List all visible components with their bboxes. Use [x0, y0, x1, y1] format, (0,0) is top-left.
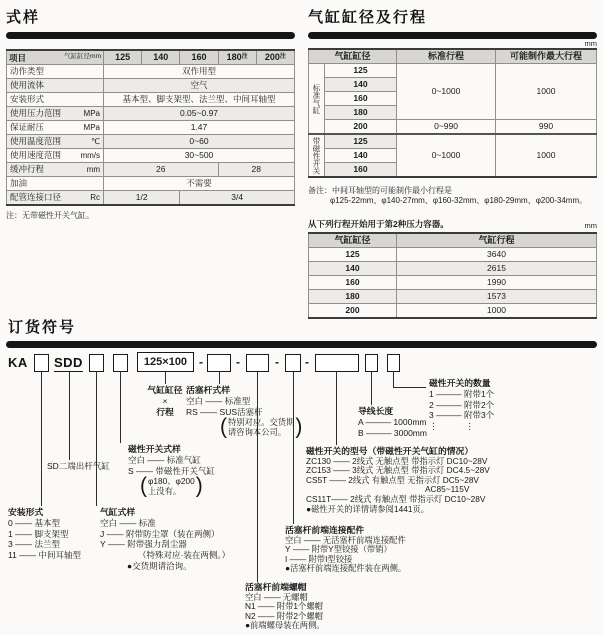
col-note: 注	[241, 54, 248, 60]
paren-open: (	[140, 473, 147, 498]
leader-line	[41, 371, 42, 506]
order-block-cyl-style: 气缸式样 空白 —— 标准 J —— 附带防尘罩（装在两侧） Y —— 附带强力刮尘器 （特殊对应·装在两侧。） ●交货期请洽询。	[100, 507, 231, 571]
spec-row-lube: 加油 不需要	[7, 177, 295, 191]
group-standard-label: 标准气缸	[309, 64, 325, 135]
code-dash: -	[236, 355, 240, 369]
group-switch-label: 带磁性开关	[309, 134, 325, 177]
pressure-unit-label: mm	[584, 221, 597, 230]
paren-open: (	[220, 414, 227, 439]
spec-section	[6, 6, 295, 221]
code-box-lead-length	[365, 354, 378, 372]
order-block-switch-style: 磁性开关式样 空白 —— 标准气缸 S —— 带磁性开关气缸 ( φ180、φ200 上没有。 )	[128, 444, 215, 498]
code-prefix: KA	[8, 355, 28, 370]
code-box-mounting	[34, 354, 49, 372]
spec-row-cushion: 缓冲行程 mm 26 28	[7, 163, 295, 177]
leader-line	[371, 371, 372, 405]
spec-row-action: 动作类型 双作用型	[7, 65, 295, 79]
col-125: 125	[104, 50, 142, 65]
pressure-table	[308, 232, 597, 319]
corner-bore-label: 气缸缸径mm	[64, 53, 101, 60]
stroke-heading: 气缸缸径及行程	[308, 9, 428, 26]
pressure-header-row: 气缸缸径 气缸行程	[309, 233, 597, 248]
leader-line	[219, 371, 220, 384]
order-block-switch-qty: 磁性开关的数量 1 ——— 附带1个 2 ——— 附带2个 3 ——— 附带3个 ⋮ ⋮	[429, 378, 495, 432]
leader-line	[120, 371, 121, 443]
order-heading-wrap	[8, 316, 76, 337]
spec-corner-cell	[7, 50, 104, 65]
leader-line	[393, 387, 426, 388]
spec-row-fluid: 使用流体 空气	[7, 79, 295, 93]
leader-line	[69, 371, 70, 460]
pressure-title-row	[308, 218, 597, 230]
order-block-rod-nut: 活塞杆前端螺帽 空白 —— 无螺帽 N1 —— 附带1个螺帽 N2 —— 附带2个螺帽 ●前端螺母装在两侧。	[245, 582, 325, 631]
stroke-row: 180	[309, 106, 597, 120]
code-dash: -	[275, 355, 279, 369]
code-box-switch-style	[113, 354, 128, 372]
code-box-switch-model	[315, 354, 359, 372]
stroke-remark: 备注：中间耳轴型的可能制作最小行程是 φ125-22mm、φ140-27mm、φ160-32mm、φ180-29mm、φ200-34mm。	[308, 186, 588, 205]
pressure-row: 180 1573	[309, 290, 597, 304]
leader-line	[165, 371, 166, 384]
stroke-row: 140	[309, 78, 597, 92]
stroke-row: 140	[309, 149, 597, 163]
pressure-row: 125 3640	[309, 248, 597, 262]
spec-row-speed: 使用速度范围 mm/s 30~500	[7, 149, 295, 163]
spec-row-temp: 使用温度范围 ℃ 0~60	[7, 135, 295, 149]
pressure-row: 140 2615	[309, 262, 597, 276]
spec-row-proof: 保证耐压 MPa 1.47	[7, 121, 295, 135]
pressure-title: 从下列行程开始用于第2种压力容器。	[308, 219, 449, 229]
code-box-rod-nut	[246, 354, 269, 372]
stroke-row: 带磁性开关 125 0~1000 1000	[309, 134, 597, 149]
order-block-switch-model: 磁性开关的型号（带磁性开关气缸的情况） ZC130 —— 2线式 无触点型 带指示灯 DC10~28V ZC153 —— 3线式 无触点型 带指示灯 DC4.5~28V CS5T —— 2线式 有触点型 无指示灯 DC5~28V AC85~115V CS11T—— 2线式 有触点型 带指示灯 DC10~28V ●磁性开关的详情请参阅1441页。	[306, 446, 490, 514]
order-block-lead-length: 导线长度 A ——— 1000mm B ——— 3000mm	[358, 406, 427, 438]
order-block-mounting: 安装形式 0 —— 基本型 1 —— 脚支架型 3 —— 法兰型 11 —— 中间耳轴型	[8, 507, 82, 561]
stroke-table	[308, 48, 597, 178]
col-note: 注	[279, 54, 286, 60]
code-dash: -	[199, 355, 203, 369]
stroke-heading-bar	[308, 32, 597, 39]
code-box-cyl-style	[89, 354, 104, 372]
order-block-sd-label: SD二端出杆气缸	[47, 461, 110, 471]
spec-row-port: 配管连接口径 Rc 1/2 3/4	[7, 191, 295, 206]
spec-heading: 式样	[6, 9, 41, 26]
order-block-bore-stroke: 气缸缸径 × 行程	[147, 385, 183, 417]
stroke-header-row: 气缸缸径 标准行程 可能制作最大行程	[309, 49, 597, 64]
code-box-switch-qty	[387, 354, 400, 372]
pressure-row: 160 1990	[309, 276, 597, 290]
order-heading: 订货符号	[8, 319, 77, 336]
order-heading-bar	[6, 341, 597, 348]
code-bore-stroke: 125×100	[137, 352, 194, 372]
order-block-rod-style: 活塞杆式样 空白 —— 标准型 RS —— SUS活塞杆 ( 特别对应。交货期 请咨询本公司。 )	[186, 385, 303, 439]
code-dash: -	[305, 355, 309, 369]
code-box-rod-fitting	[285, 354, 301, 372]
leader-line	[393, 371, 394, 387]
paren-close: )	[295, 414, 303, 439]
pressure-row: 200 1000	[309, 304, 597, 319]
stroke-section	[308, 6, 597, 319]
leader-line	[336, 371, 337, 445]
paren-close: )	[195, 473, 203, 498]
spec-heading-bar	[6, 32, 295, 39]
stroke-unit-label: mm	[584, 39, 597, 48]
stroke-row: 160	[309, 163, 597, 178]
code-model: SDD	[54, 355, 83, 370]
order-block-rod-fitting: 活塞杆前端连接配件 空白 —— 无活塞杆前端连接配件 Y —— 附带Y型铰接（带销） I —— 附带I型铰接 ●活塞杆前端连接配件装在两侧。	[285, 525, 407, 574]
stroke-row: 200 0~990 990	[309, 120, 597, 135]
spec-row-mounting: 安装形式 基本型、脚支架型、法兰型、中间耳轴型	[7, 93, 295, 107]
col-160: 160	[180, 50, 218, 65]
col-180: $180^注$	[218, 50, 256, 65]
spec-table	[6, 49, 295, 206]
spec-footnote: 注：无带磁性开关气缸。	[6, 211, 94, 220]
corner-item-label: 项目	[9, 53, 27, 63]
spec-row-pressure: 使用压力范围 MPa 0.05~0.97	[7, 107, 295, 121]
stroke-row: 160	[309, 92, 597, 106]
col-140: 140	[142, 50, 180, 65]
stroke-row: 标准气缸 125 0~1000 1000	[309, 64, 597, 78]
spec-header-row	[7, 50, 295, 65]
code-box-rod-style	[207, 354, 231, 372]
leader-line	[96, 371, 97, 506]
col-200: $200^注$	[256, 50, 294, 65]
